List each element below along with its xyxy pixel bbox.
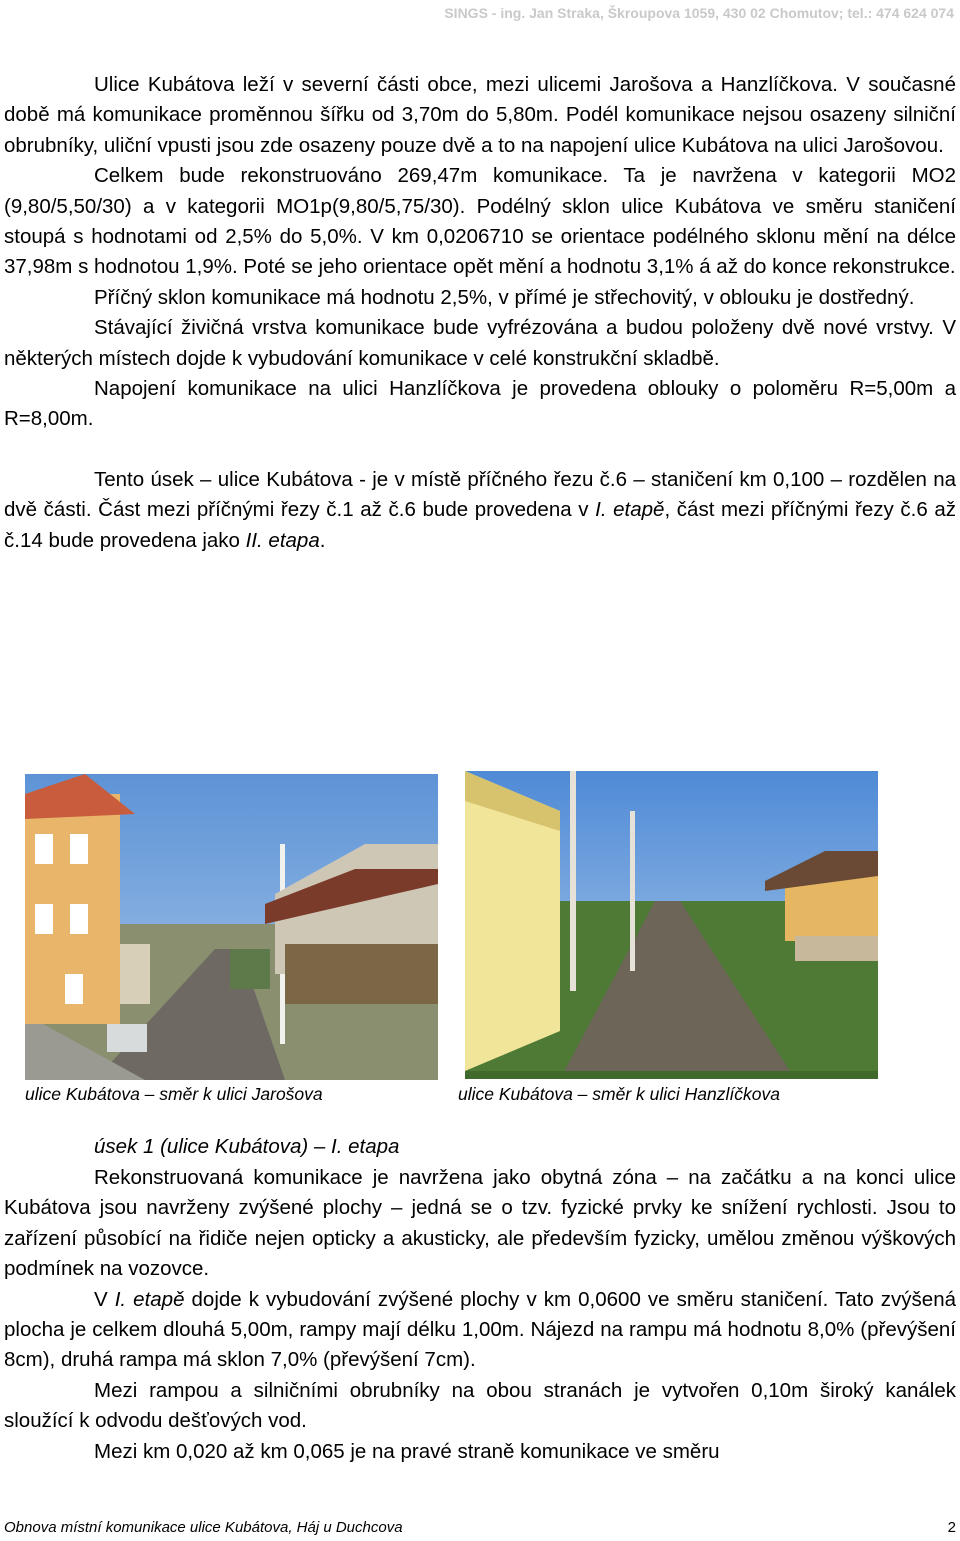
footer-title: Obnova místní komunikace ulice Kubátova, Háj u Duchcova xyxy=(4,1519,403,1536)
paragraph: Napojení komunikace na ulici Hanzlíčkova je provedena oblouky o poloměru R=5,00m a R=8,00m. xyxy=(4,377,956,431)
photo-caption-left: ulice Kubátova – směr k ulici Jarošova xyxy=(25,1084,323,1104)
paragraph: Mezi rampou a silničními obrubníky na obou stranách je vytvořen 0,10m široký kanálek sloužící k odvodu dešťových vod. xyxy=(4,1378,956,1433)
paragraph: Celkem bude rekonstruováno 269,47m komunikace. Ta je navržena v kategorii MO2 (9,80/5,50/30) a v kategorii MO1p(9,80/5,75/30). Podélný sklon ulice Kubátova ve směru staničení stoupá s hodnotami od 2,5% do 5,0%. V km 0,0206710 se orientace podélného sklonu mění na délce 37,98m s hodnotou 1,9%. Poté se jeho orientace opět mění a hodnotu 3,1% á až do konce rekonstrukce. xyxy=(4,164,956,279)
text-run: Tento úsek – ulice Kubátova - je v místě příčného řezu č.6 – staničení km 0,100 – rozdělen na dvě části. Část mezi příčnými řezy č.1 až č.6 bude provedena v xyxy=(4,467,956,522)
paragraph: Příčný sklon komunikace má hodnotu 2,5%, v přímé je střechovitý, v oblouku je dostředný. xyxy=(94,285,915,309)
paragraph: Ulice Kubátova leží v severní části obce, mezi ulicemi Jarošova a Hanzlíčkova. V současné době má komunikace proměnnou šířku od 3,70m do 5,80m. Podél komunikace nejsou osazeny silniční obrubníky, uliční vpusti jsou zde osazeny pouze dvě a to na napojení ulice Kubátova na ulici Jarošovou. xyxy=(4,73,956,157)
photo-street-hanzlickova xyxy=(465,771,878,1079)
paragraph: Stávající živičná vrstva komunikace bude vyfrézována a budou položeny dvě nové vrstvy. V některých místech dojde k vybudování komunikace v celé konstrukční skladbě. xyxy=(4,316,956,370)
stage-label: I. etapě xyxy=(595,498,665,522)
section-title: úsek 1 (ulice Kubátova) – I. etapa xyxy=(94,1135,400,1158)
photo-street-jarosova xyxy=(25,774,438,1080)
paragraph: Mezi km 0,020 až km 0,065 je na pravé straně komunikace ve směru xyxy=(94,1439,720,1463)
text-run: , část mezi příčnými řezy č.6 až č.14 bude provedena jako xyxy=(4,498,956,552)
photo-caption-right: ulice Kubátova – směr k ulici Hanzlíčkova xyxy=(458,1084,780,1104)
stage-label: II. etapa xyxy=(245,528,320,552)
paragraph xyxy=(4,1285,956,1376)
page-footer xyxy=(4,1519,956,1536)
stage-label: I. etapě xyxy=(114,1287,185,1311)
paragraph: Rekonstruovaná komunikace je navržena jako obytná zóna – na začátku a na konci ulice Kubátova jsou navrženy zvýšené plochy – jedná se o tzv. fyzické prvky ke snížení rychlosti. Jsou to zařízení působící na řidiče nejen opticky a akusticky, ale především fyzicky, umělou změnou výškových podmínek na vozovce. xyxy=(4,1166,956,1281)
text-run: . xyxy=(319,528,326,552)
page-header: SINGS - ing. Jan Straka, Škroupova 1059, 430 02 Chomutov; tel.: 474 624 074 xyxy=(444,5,954,21)
section-text xyxy=(4,1163,956,1467)
text-run: dojde k vybudování zvýšené plochy v km 0,0600 ve směru staničení. Tato zvýšená plocha je celkem dlouhá 5,00m, rampy mají délku 1,00m. Nájezd na rampu má hodnotu 8,0% (převýšení 8cm), druhá rampa má sklon 7,0% (převýšení 7cm). xyxy=(4,1287,957,1372)
body-text xyxy=(4,70,956,556)
paragraph xyxy=(4,465,956,556)
page-number: 2 xyxy=(947,1519,956,1536)
text-run: V xyxy=(94,1287,115,1311)
